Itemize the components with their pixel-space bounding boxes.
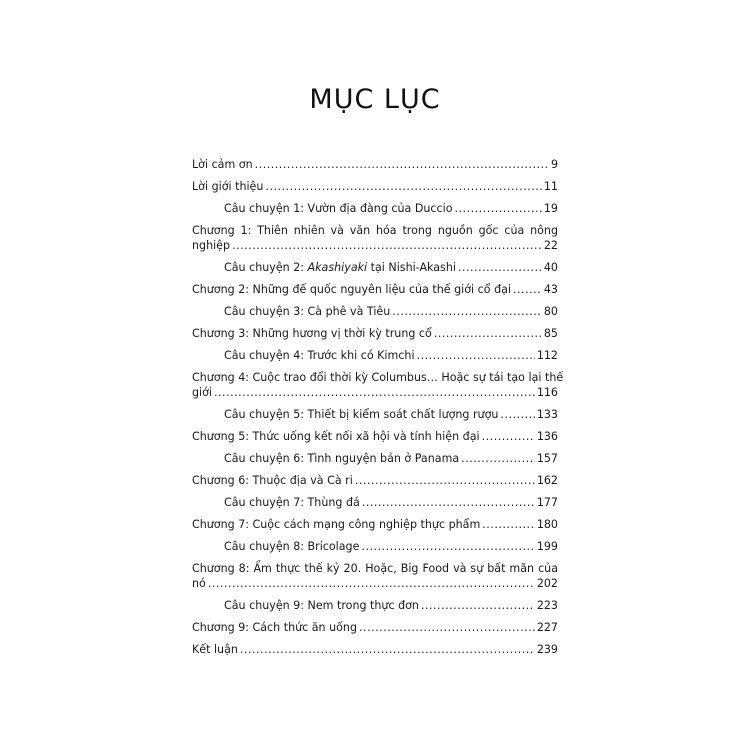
toc-entry-page: 227 [536,621,558,634]
toc-entry-label: Câu chuyện 8: Bricolage [224,540,360,553]
toc-entry-label: Chương 3: Những hương vị thời kỳ trung cổ [192,327,432,340]
toc-entry-label [224,260,456,275]
toc-entry-page: 9 [550,158,558,171]
toc-entry-label: giới [192,386,212,399]
toc-entry-page: 162 [536,474,558,487]
toc-entry-page: 116 [536,386,558,399]
toc-entry-label: Câu chuyện 3: Cà phê và Tiêu [224,305,391,318]
toc-entry-page: 202 [536,577,558,590]
dot-leader [265,179,541,194]
toc-entry-page: 22 [543,239,558,252]
toc-entry-label: Câu chuyện 4: Trước khi có Kimchi [224,349,415,362]
toc-entry-label: Câu chuyện 1: Vườn địa đàng của Duccio [224,202,453,215]
dot-leader [434,326,542,341]
toc-entry-page: 136 [536,430,558,443]
toc-entry-story [192,407,558,422]
toc-entry [192,642,558,657]
toc-entry [192,282,558,297]
toc-entry-label: Câu chuyện 5: Thiết bị kiểm soát chất lượng rượu [224,408,499,421]
toc-entry-page: 223 [536,599,558,612]
toc-entry-label: Chương 5: Thức uống kết nối xã hội và tính hiện đại [192,430,480,443]
toc-entry [192,429,558,444]
toc-entry-page: 112 [536,349,558,362]
toc-entry-story [192,598,558,613]
toc-entry-label: Câu chuyện 7: Thùng đá [224,496,360,509]
toc-entry [192,517,558,532]
toc-entry-label: Lời cảm ơn [192,158,253,171]
toc-entry-label: Câu chuyện 6: Tình nguyện bản ở Panama [224,452,460,465]
toc-entry [192,473,558,488]
dot-leader [454,201,541,216]
toc-entry [192,179,558,194]
dot-leader [214,385,535,400]
toc-entry-page: 239 [536,643,558,656]
toc-entry-page: 180 [536,518,558,531]
dot-leader [500,407,534,422]
dot-leader [458,260,542,275]
toc-entry-story [192,451,558,466]
dot-leader [482,517,535,532]
toc-entry-story [192,539,558,554]
toc-entry-label-line1: Chương 4: Cuộc trao đổi thời kỳ Columbus… Hoặc sự tái tạo lại thế [192,371,564,384]
toc-entry [192,157,558,172]
toc-entry [192,326,558,341]
toc-entry-page: 85 [543,327,558,340]
table-of-contents [192,157,564,657]
toc-entry-story [192,348,558,363]
toc-entry-label: nghiệp [192,239,231,252]
toc-entry-label-line1: Chương 8: Ẩm thực thế kỷ 20. Hoặc, Big Food và sự bất mãn của [192,562,558,575]
toc-entry-label: nó [192,577,206,590]
toc-entry-label: Kết luận [192,643,238,656]
toc-entry-page: 133 [536,408,558,421]
dot-leader [513,282,542,297]
toc-entry-page: 19 [543,202,558,215]
toc-entry-page: 11 [543,180,558,193]
dot-leader [421,598,535,613]
toc-entry-page: 40 [543,261,558,274]
toc-entry-page: 80 [543,305,558,318]
label-suffix: tại Nishi-Akashi [367,261,456,274]
toc-entry-page: 199 [536,540,558,553]
toc-entry-label: Chương 6: Thuộc địa và Cà ri [192,474,353,487]
dot-leader [208,576,535,591]
dot-leader [417,348,535,363]
toc-entry-story [192,495,558,510]
dot-leader [361,539,534,554]
toc-entry-story [192,201,558,216]
dot-leader [240,642,535,657]
page-title: MỤC LỤC [309,84,441,115]
toc-entry-story [192,260,558,275]
toc-entry-label-line1: Chương 1: Thiên nhiên và văn hóa trong nguồn gốc của nông [192,224,558,237]
dot-leader [362,495,535,510]
toc-entry-story [192,304,558,319]
toc-entry-label: Câu chuyện 9: Nem trong thực đơn [224,599,419,612]
toc-entry-page: 177 [536,496,558,509]
toc-entry [192,223,558,253]
toc-entry-label: Chương 7: Cuộc cách mạng công nghiệp thực phẩm [192,518,481,531]
toc-entry-label: Chương 9: Cách thức ăn uống [192,621,358,634]
label-italic: Akashiyaki [307,261,368,274]
dot-leader [255,157,549,172]
dot-leader [355,473,535,488]
toc-entry-page: 43 [543,283,558,296]
toc-entry [192,370,564,400]
dot-leader [359,620,535,635]
dot-leader [482,429,535,444]
label-prefix: Câu chuyện 2: [224,261,308,274]
toc-entry [192,620,558,635]
toc-entry-page: 157 [536,452,558,465]
toc-entry-label: Chương 2: Những đế quốc nguyên liệu của thế giới cổ đại [192,283,511,296]
toc-entry-label: Lời giới thiệu [192,180,264,193]
dot-leader [461,451,535,466]
dot-leader [392,304,542,319]
toc-entry [192,561,558,591]
dot-leader [232,238,542,253]
